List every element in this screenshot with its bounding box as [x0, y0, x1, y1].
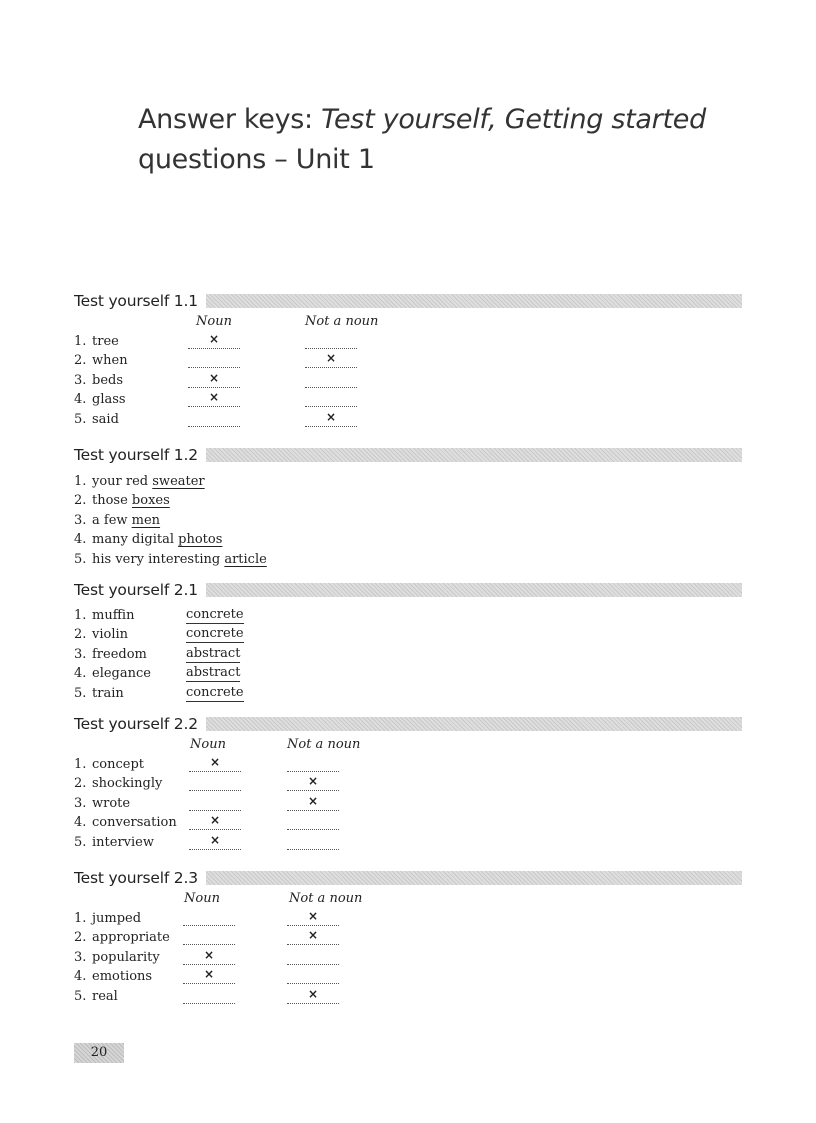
section-test-2-2 — [74, 713, 742, 852]
item-number: 1. — [74, 334, 87, 349]
item-number: 5. — [74, 411, 87, 427]
col-noun: Noun — [196, 314, 232, 329]
item-number: 3. — [74, 372, 87, 388]
item-phrase: those — [92, 493, 132, 509]
item-number: 2. — [74, 776, 87, 792]
not-noun-blank — [287, 948, 339, 965]
not-noun-blank — [305, 371, 357, 388]
not-noun-blank: × — [305, 351, 357, 368]
list-item — [74, 967, 742, 986]
section-title: Test yourself 1.2 — [74, 446, 198, 464]
section-title: Test yourself 2.2 — [74, 715, 198, 733]
noun-blank — [189, 774, 241, 791]
item-word: conversation — [92, 815, 177, 831]
item-number: 2. — [74, 353, 87, 369]
section-header — [74, 290, 742, 312]
not-noun-blank — [287, 833, 339, 850]
noun-blank: × — [188, 371, 240, 388]
noun-blank — [188, 351, 240, 368]
col-not-noun: Not a noun — [287, 737, 361, 752]
underlined-noun: sweater — [152, 474, 205, 489]
column-headers — [74, 735, 742, 755]
column-headers — [74, 312, 742, 332]
item-word: real — [92, 988, 118, 1004]
section-title: Test yourself 2.1 — [74, 581, 198, 599]
item-number: 3. — [74, 795, 87, 811]
item-word: jumped — [92, 911, 142, 926]
item-number: 1. — [74, 757, 87, 772]
item-number: 1. — [74, 608, 87, 623]
list-item — [74, 410, 742, 429]
item-word: emotions — [92, 969, 153, 985]
item-phrase: his very interesting — [92, 551, 225, 567]
item-number: 4. — [74, 392, 87, 408]
list-item — [74, 472, 742, 491]
noun-blank: × — [188, 390, 240, 407]
item-word: shockingly — [92, 776, 163, 792]
column-headers — [74, 889, 742, 909]
item-number: 2. — [74, 930, 87, 946]
item-phrase: a few — [92, 512, 132, 528]
list-item — [74, 491, 742, 510]
not-noun-blank: × — [287, 794, 339, 811]
underlined-noun: article — [224, 551, 267, 567]
item-number: 3. — [74, 512, 87, 528]
item-number: 4. — [74, 969, 87, 985]
noun-blank: × — [189, 813, 241, 830]
noun-blank — [183, 928, 235, 945]
item-word: tree — [92, 334, 119, 349]
section-header — [74, 867, 742, 889]
page-number: 20 — [74, 1043, 124, 1063]
underlined-noun: boxes — [131, 493, 170, 509]
section-bar — [206, 717, 742, 731]
noun-blank — [183, 987, 235, 1004]
noun-blank — [188, 410, 240, 427]
section-test-2-1 — [74, 579, 742, 703]
answer: abstract — [186, 645, 241, 661]
not-noun-blank — [287, 755, 339, 772]
not-noun-blank: × — [287, 987, 339, 1004]
item-number: 1. — [74, 474, 87, 489]
item-word: glass — [92, 392, 126, 408]
item-number: 2. — [74, 627, 87, 643]
list-item — [74, 371, 742, 390]
noun-blank — [183, 909, 235, 926]
list-item — [74, 351, 742, 370]
item-word: interview — [92, 834, 154, 850]
underlined-noun: men — [131, 512, 161, 528]
item-phrase: your red — [92, 474, 153, 489]
item-word: wrote — [92, 795, 131, 811]
col-noun: Noun — [184, 891, 220, 906]
list-item — [74, 928, 742, 947]
not-noun-blank — [287, 813, 339, 830]
section-bar — [206, 583, 742, 597]
item-word: popularity — [92, 949, 160, 965]
item-word: concept — [92, 757, 144, 772]
item-number: 3. — [74, 949, 87, 965]
item-word: muffin — [92, 608, 135, 623]
answer: concrete — [186, 684, 244, 700]
answer: concrete — [186, 626, 244, 642]
item-word: when — [92, 353, 128, 369]
not-noun-blank: × — [287, 909, 339, 926]
section-bar — [206, 871, 742, 885]
item-number: 4. — [74, 815, 87, 831]
section-header — [74, 444, 742, 466]
item-number: 1. — [74, 911, 87, 926]
item-phrase: many digital — [92, 532, 179, 548]
item-number: 4. — [74, 532, 87, 548]
item-number: 2. — [74, 493, 87, 509]
list-item — [74, 948, 742, 967]
not-noun-blank: × — [305, 410, 357, 427]
answer: abstract — [186, 665, 241, 681]
list-item — [74, 664, 742, 683]
not-noun-blank — [305, 390, 357, 407]
item-number: 3. — [74, 646, 87, 662]
item-number: 5. — [74, 551, 87, 567]
list-item — [74, 390, 742, 409]
section-bar — [206, 294, 742, 308]
list-item — [74, 987, 742, 1006]
underlined-noun: photos — [178, 532, 223, 548]
noun-blank: × — [188, 332, 240, 349]
item-word: appropriate — [92, 930, 170, 946]
answer: concrete — [186, 607, 244, 622]
not-noun-blank: × — [287, 928, 339, 945]
not-noun-blank — [305, 332, 357, 349]
noun-blank: × — [183, 967, 235, 984]
item-word: train — [92, 685, 124, 701]
list-item — [74, 794, 742, 813]
section-bar — [206, 448, 742, 462]
noun-blank: × — [183, 948, 235, 965]
section-title: Test yourself 2.3 — [74, 869, 198, 887]
col-not-noun: Not a noun — [305, 314, 379, 329]
list-item — [74, 755, 742, 774]
not-noun-blank — [287, 967, 339, 984]
col-noun: Noun — [190, 737, 226, 752]
list-item — [74, 774, 742, 793]
item-number: 5. — [74, 988, 87, 1004]
list-item — [74, 684, 742, 703]
title-italic: Test yourself, Getting started — [321, 104, 706, 135]
list-item — [74, 530, 742, 549]
item-number: 5. — [74, 834, 87, 850]
noun-blank — [189, 794, 241, 811]
section-header — [74, 713, 742, 735]
list-item — [74, 813, 742, 832]
title-prefix: Answer keys: — [138, 104, 322, 135]
col-not-noun: Not a noun — [289, 891, 363, 906]
item-word: freedom — [92, 646, 147, 662]
list-item — [74, 550, 742, 569]
list-item — [74, 833, 742, 852]
noun-blank: × — [189, 833, 241, 850]
noun-blank: × — [189, 755, 241, 772]
list-item — [74, 606, 742, 625]
section-test-2-3 — [74, 867, 742, 1006]
item-word: violin — [92, 627, 129, 643]
list-item — [74, 645, 742, 664]
item-word: elegance — [92, 666, 151, 682]
item-word: beds — [92, 372, 124, 388]
item-number: 5. — [74, 685, 87, 701]
item-number: 4. — [74, 666, 87, 682]
section-test-1-2 — [74, 444, 742, 569]
section-test-1-1 — [74, 290, 742, 429]
list-item — [74, 909, 742, 928]
list-item — [74, 332, 742, 351]
item-word: said — [92, 411, 119, 427]
not-noun-blank: × — [287, 774, 339, 791]
section-header — [74, 579, 742, 601]
section-title: Test yourself 1.1 — [74, 292, 198, 310]
page-title — [138, 100, 758, 180]
title-line2: questions – Unit 1 — [138, 144, 375, 175]
list-item — [74, 625, 742, 644]
list-item — [74, 511, 742, 530]
